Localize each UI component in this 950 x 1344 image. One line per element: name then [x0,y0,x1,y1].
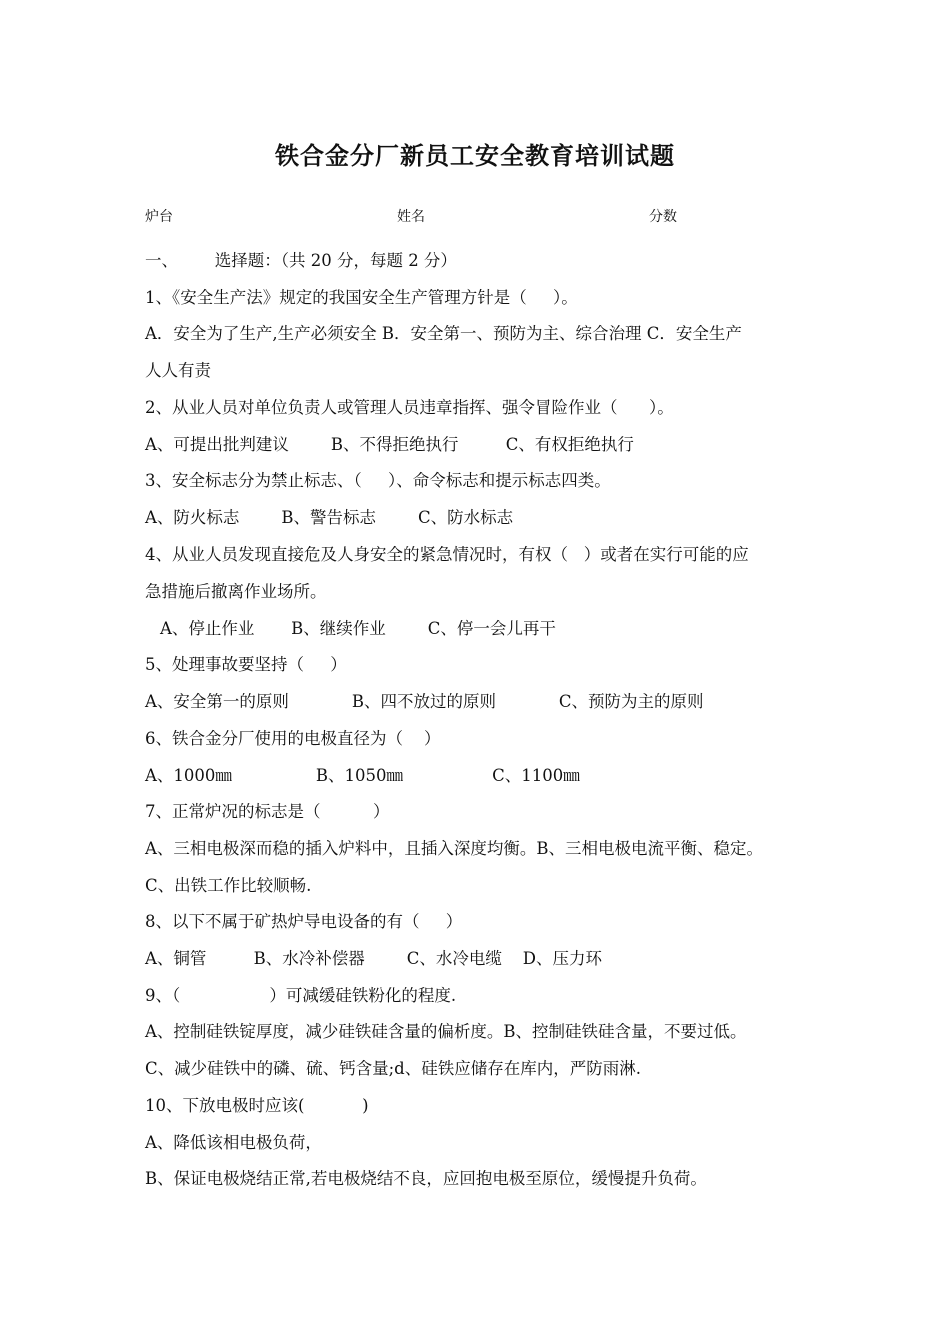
question-7: 7、正常炉况的标志是（ ） [145,802,390,821]
question-4-options: A、停止作业 B、继续作业 C、停一会儿再干 [160,619,556,638]
question-5: 5、处理事故要坚持（ ） [145,655,347,674]
question-3: 3、安全标志分为禁止标志、（ ）、命令标志和提示标志四类。 [145,471,611,490]
question-2-options: A、可提出批判建议 B、不得拒绝执行 C、有权拒绝执行 [145,435,634,454]
question-5-options: A、安全第一的原则 B、四不放过的原则 C、预防为主的原则 [145,692,704,711]
question-8: 8、以下不属于矿热炉导电设备的有（ ） [145,912,463,931]
question-9: 9、（ ）可减缓硅铁粉化的程度. [145,986,457,1005]
question-4-cont: 急措施后撤离作业场所。 [145,582,327,601]
question-2: 2、从业人员对单位负责人或管理人员违章指挥、强令冒险作业（ ）。 [145,398,674,417]
question-6-options: A、1000㎜ B、1050㎜ C、1100㎜ [145,766,580,785]
question-7-options-cont: C、出铁工作比较顺畅. [145,876,312,895]
question-7-options: A、三相电极深而稳的插入炉料中，且插入深度均衡。B、三相电极电流平衡、稳定。 [145,839,764,858]
page-title: 铁合金分厂新员工安全教育培训试题 [275,142,675,170]
question-10-option-a: A、降低该相电极负荷， [145,1133,322,1152]
question-10-option-b: B、保证电极烧结正常,若电极烧结不良，应回抱电极至原位，缓慢提升负荷。 [145,1169,707,1188]
question-9-options-cont: C、减少硅铁中的磷、硫、钙含量;d、硅铁应储存在库内，严防雨淋. [145,1059,641,1078]
name-field-label: 姓名 [397,209,425,225]
furnace-field-label: 炉台 [145,209,173,225]
score-field-label: 分数 [649,209,677,225]
question-9-options: A、控制硅铁锭厚度，减少硅铁硅含量的偏析度。B、控制硅铁硅含量，不要过低。 [145,1022,747,1041]
question-10: 10、下放电极时应该( ) [145,1096,369,1115]
question-1: 1、《安全生产法》规定的我国安全生产管理方针是（ ）。 [145,288,578,307]
question-1-options: A．安全为了生产,生产必须安全 B．安全第一、预防为主、综合治理 C．安全生产 [145,324,742,343]
question-6: 6、铁合金分厂使用的电极直径为（ ） [145,729,441,748]
section-heading: 一、 选择题：（共 20 分，每题 2 分） [145,251,457,270]
question-4: 4、从业人员发现直接危及人身安全的紧急情况时，有权（ ）或者在实行可能的应 [145,545,749,564]
question-3-options: A、防火标志 B、警告标志 C、防水标志 [145,508,514,527]
question-1-options-cont: 人人有责 [145,361,211,380]
question-8-options: A、铜管 B、水冷补偿器 C、水冷电缆 D、压力环 [145,949,603,968]
